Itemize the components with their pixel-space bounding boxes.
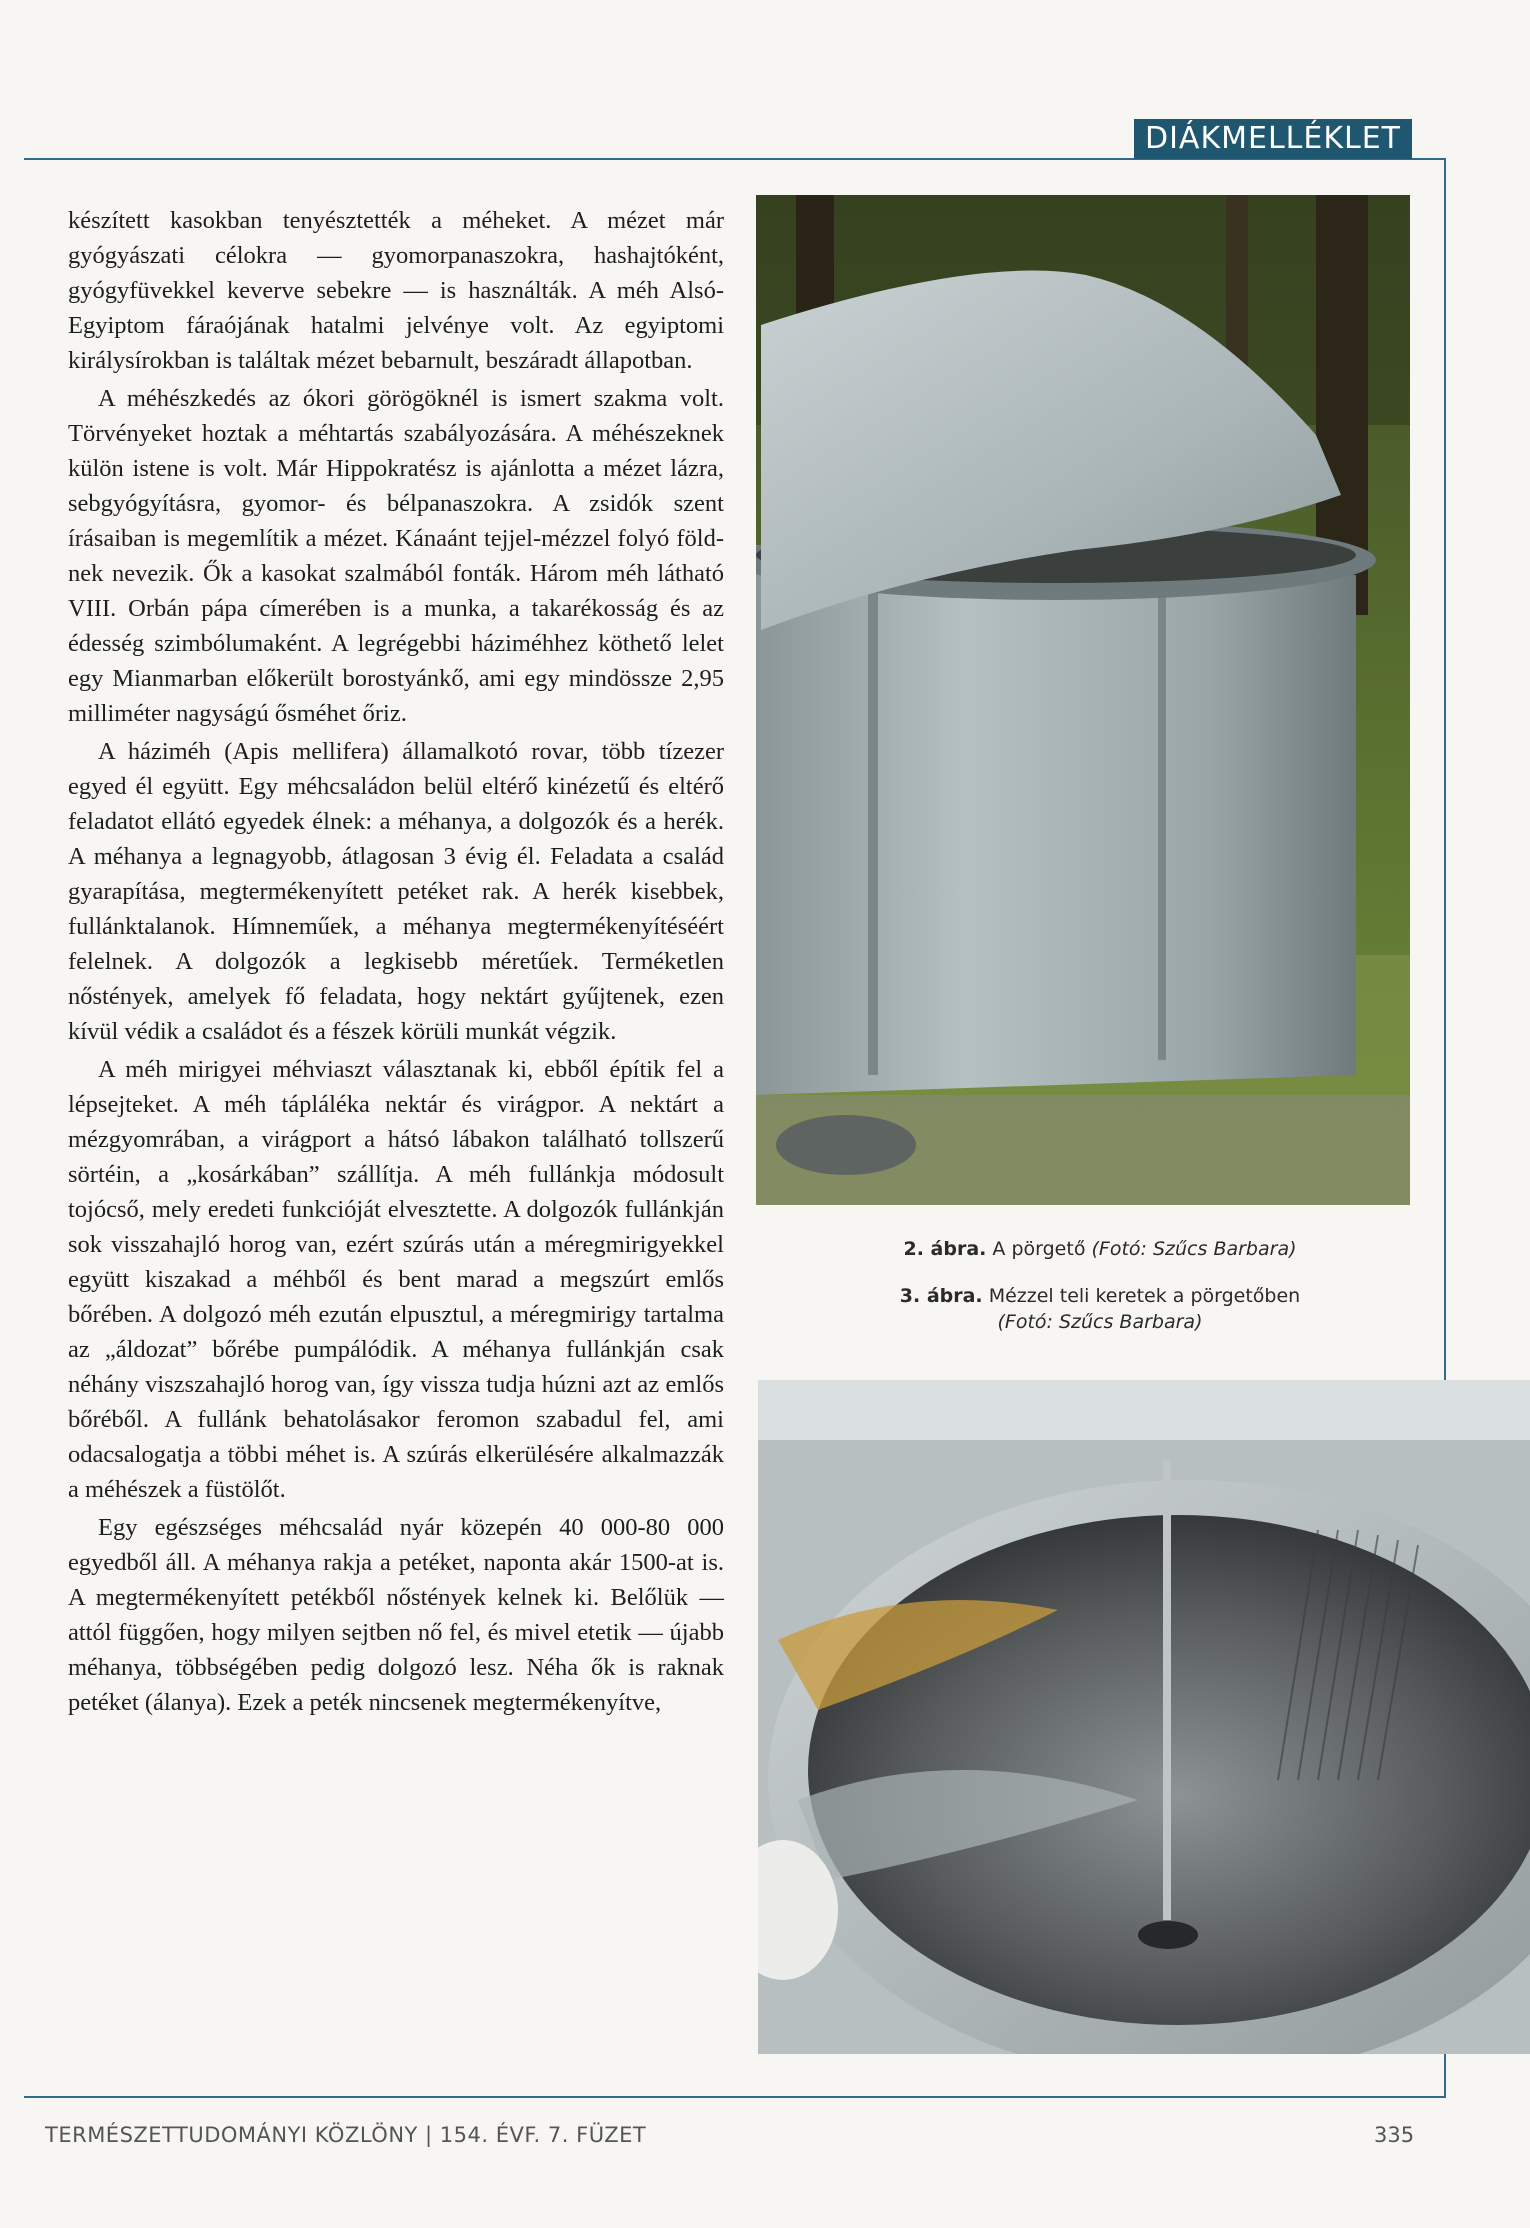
paragraph-5: Egy egészséges méhcsalád nyár közepén 40 000-80 000 egyedből áll. A méhanya rakja a petéket, naponta akár 1500-at is. A megtermékenyített petékből nőstények kelnek ki. Belőlük — attól függően, hogy milyen sejtben nő fel, és mivel etetik — újabb méhanya, többségében pedig dolgozó lesz. Néha ők is raknak petéket (álanya). Ezek a peték nincsenek megtermékenyítve, (68, 1514, 724, 1716)
footer-journal: TERMÉSZETTUDOMÁNYI KÖZLÖNY | 154. ÉVF. 7. FÜZET (45, 2123, 647, 2147)
figure-2-caption (780, 1236, 1420, 1262)
paragraph-2: A méhészkedés az ókori görögöknél is ismert szakma volt. Törvényeket hoztak a méhtartás szabályozására. A méhészeknek külön istene is volt. Már Hippokratész is ajánlotta a mézet lázra, sebgyógyításra, gyomor- és bélpanaszokra. A zsidók szent írásaiban is megemlítik a mézet. Kánaánt tejjel-mézzel folyó földnek nevezik. Ők a kasokat szalmából fonták. Három méh látható VIII. Orbán pápa címerében is a munka, a takarékosság és az édesség szimbólumaként. A legrégebbi háziméhhez köthető lelet egy Mianmarban előkerült borostyánkő, ami egy mindössze 2,95 milliméter nagyságú ősméhet őriz. (68, 385, 724, 727)
figure-3-caption (780, 1283, 1420, 1335)
frame-bottom-rule (24, 2096, 1446, 2098)
paragraph-1: készített kasokban tenyésztették a méheket. A mézet már gyógyászati célokra — gyomorpanaszokra, hashajtóként, gyógyfüvekkel keverve sebekre — is használták. A méh Alsó-Egyiptom fáraójának hatalmi jelvénye volt. Az egyiptomi királysírokban is találtak mézet bebarnult, beszáradt állapotban. (68, 207, 724, 374)
paragraph-3: A háziméh (Apis mellifera) államalkotó rovar, több tízezer egyed él együtt. Egy méhcsaládon belül eltérő kinézetű és eltérő feladatot ellátó egyedek élnek: a méhanya, a dolgozók és a herék. A méhanya a legnagyobb, átlagosan 3 évig él. Feladata a család gyarapítása, megtermékenyített petéket rak. A herék kisebbek, fullánktalanok. Hímneműek, a méhanya megtermékenyítéséért felelnek. A dolgozók a legkisebb méretűek. Terméketlen nőstények, amelyek fő feladata, hogy nektárt gyűjtenek, ezen kívül védik a családot és a fészek körüli munkát végzik. (68, 738, 724, 1045)
figure-2-photo (756, 195, 1410, 1205)
figure-3-photo (758, 1380, 1530, 2054)
figure-3-title: Mézzel teli keretek a pörgetőben (988, 1285, 1301, 1307)
figure-2-title: A pörgető (992, 1238, 1086, 1260)
paragraph-4: A méh mirigyei méhviaszt választanak ki, ebből építik fel a lépsejteket. A méh tápláléka nektár és virágpor. A nektárt a mézgyomrában, a virágport a hátsó lábakon található tollszerű sörtéin, a „kosárkában” szállítja. A méh fullánkja módosult tojócső, mely eredeti funkcióját elvesztette. A dolgozók fullánkján sok visszahajló horog van, ezért szúrás után a méregmirigyekkel együtt kiszakad a méhből és bent marad a megszúrt emlős bőrében. A dolgozó méh ezután elpusztul, a méregmirigy tartalma az „áldozat” bőrébe pumpálódik. A méhanya fullánkján csak néhány viszszahajló horog van, így vissza tudja húzni azt az emlős bőréből. A fullánk behatolásakor feromon szabadul fel, ami odacsalogatja a többi méhet is. A szúrás elkerülésére alkalmazzák a méhészek a füstölőt. (68, 1056, 724, 1503)
figure-3-credit: (Fotó: Szűcs Barbara) (997, 1311, 1203, 1333)
article-body (68, 203, 724, 1720)
figure-2-credit: (Fotó: Szűcs Barbara) (1091, 1238, 1297, 1260)
figure-2-label: 2. ábra. (903, 1238, 987, 1260)
page-number: 335 (1374, 2123, 1415, 2147)
figure-3-label: 3. ábra. (899, 1285, 983, 1307)
section-label: DIÁKMELLÉKLET (1134, 119, 1412, 159)
